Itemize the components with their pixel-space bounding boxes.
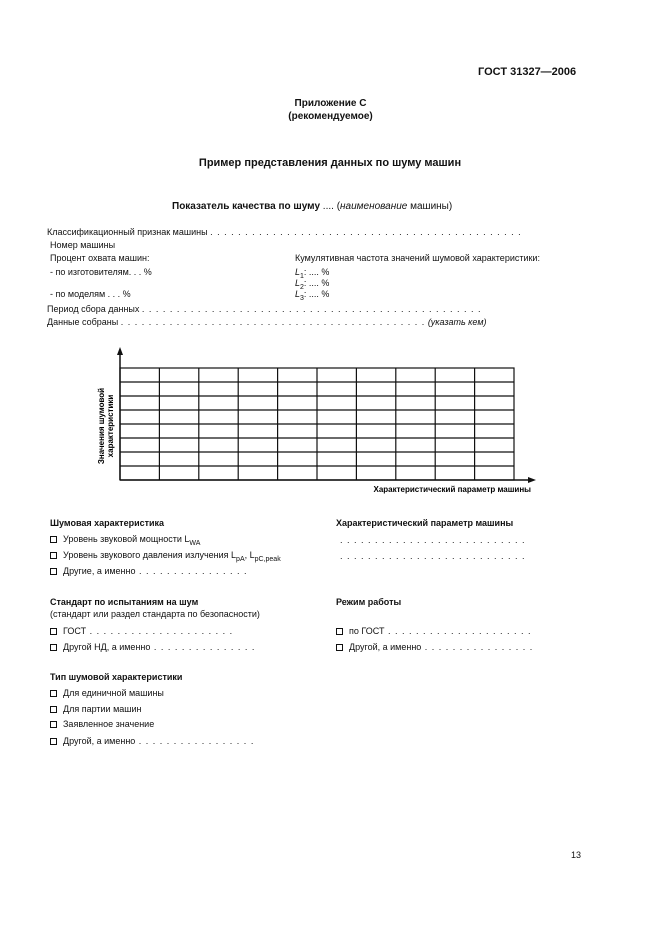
y-axis-label-line2: характеристики — [106, 394, 115, 458]
by-models: - по моделям . . . % — [50, 289, 131, 299]
machine-number: Номер машины — [50, 240, 116, 250]
checkbox[interactable] — [336, 644, 343, 651]
noise-char-item1[interactable]: Уровень звуковой мощности $L_{WA}$ — [50, 534, 200, 547]
y-axis-label-line1: Значения шумовой — [97, 387, 106, 465]
by-makers: - по изготовителям. . . % — [50, 267, 152, 277]
test-standard-item1[interactable]: ГОСТ . . . . . . . . . . . . . . . . . . . . . — [50, 626, 233, 636]
noise-chart — [95, 346, 545, 496]
coverage-label: Процент охвата машин: — [50, 253, 150, 263]
indicator-name-italic: наименование — [340, 201, 408, 212]
type-char-item3[interactable]: Заявленное значение — [50, 719, 154, 729]
appendix-subtitle: (рекомендуемое) — [288, 111, 373, 122]
checkbox[interactable] — [336, 628, 343, 635]
mode-item2[interactable]: Другой, а именно . . . . . . . . . . . . . . . . — [336, 642, 533, 652]
collected-label: Данные собраны — [47, 317, 119, 327]
L3-line: $L_3$: .... % — [295, 289, 330, 302]
checkbox[interactable] — [50, 690, 57, 697]
checkbox[interactable] — [50, 536, 57, 543]
collected-line: Данные собраны . . . . . . . . . . . . . . . . . . . . . . . . . . . . . . . . . . . . . . . . . . . . (указать кем) — [47, 317, 487, 327]
L2-line: $L_2$: .... % — [295, 278, 330, 291]
period-line: Период сбора данных . . . . . . . . . . . . . . . . . . . . . . . . . . . . . . . . . . . . . . . . . . . . . . . . . — [47, 304, 482, 314]
classification-label: Классификационный признак машины — [47, 227, 208, 237]
L1-line: $L_1$: .... % — [295, 267, 330, 280]
specify-who: (указать кем) — [427, 317, 487, 327]
mode-title: Режим работы — [336, 597, 402, 607]
indicator-dots: .... — [322, 201, 334, 212]
noise-char-item3[interactable]: Другие, а именно . . . . . . . . . . . . . . . . — [50, 566, 248, 576]
standard-number: ГОСТ 31327—2006 — [478, 66, 577, 78]
checkbox[interactable] — [50, 552, 57, 559]
checkbox[interactable] — [50, 721, 57, 728]
checkbox[interactable] — [50, 628, 57, 635]
chart-grid — [120, 368, 514, 480]
noise-char-item2[interactable]: Уровень звукового давления излучения $L_{pA}$, $L_{pC,peak}$ — [50, 550, 281, 563]
noise-char-title: Шумовая характеристика — [50, 518, 165, 528]
test-standard-item2[interactable]: Другой НД, а именно . . . . . . . . . . . . . . . — [50, 642, 255, 652]
cumulative-label: Кумулятивная частота значений шумовой характеристики: — [295, 253, 540, 263]
checkbox[interactable] — [50, 738, 57, 745]
appendix-title: Приложение С — [294, 98, 367, 109]
classification-line: Классификационный признак машины . . . . . . . . . . . . . . . . . . . . . . . . . . . . . . . . . . . . . . . . . . . . . — [47, 227, 522, 237]
type-char-item4[interactable]: Другой, а именно . . . . . . . . . . . . . . . . . — [50, 736, 254, 746]
page-number: 13 — [571, 850, 582, 860]
mode-item1[interactable]: по ГОСТ . . . . . . . . . . . . . . . . . . . . . — [336, 626, 531, 636]
char-param-title: Характеристический параметр машины — [336, 518, 514, 528]
indicator-line: Показатель качества по шуму .... (наименование машины) — [172, 201, 453, 212]
indicator-label: Показатель качества по шуму — [172, 201, 321, 212]
checkbox[interactable] — [50, 706, 57, 713]
x-axis-label: Характеристический параметр машины — [373, 485, 531, 494]
char-param-dots1: . . . . . . . . . . . . . . . . . . . . . . . . . . . — [340, 535, 526, 545]
x-axis-arrow — [528, 477, 536, 483]
type-char-title: Тип шумовой характеристики — [50, 672, 183, 682]
main-title: Пример представления данных по шуму машин — [198, 157, 462, 169]
y-axis-arrow — [117, 347, 123, 355]
period-label: Период сбора данных — [47, 304, 140, 314]
test-standard-subtitle: (стандарт или раздел стандарта по безопасности) — [50, 609, 260, 619]
type-char-item1[interactable]: Для единичной машины — [50, 688, 164, 698]
type-char-item2[interactable]: Для партии машин — [50, 704, 142, 714]
checkbox[interactable] — [50, 644, 57, 651]
char-param-dots2: . . . . . . . . . . . . . . . . . . . . . . . . . . . — [340, 551, 526, 561]
checkbox[interactable] — [50, 568, 57, 575]
test-standard-title: Стандарт по испытаниям на шум — [50, 597, 199, 607]
